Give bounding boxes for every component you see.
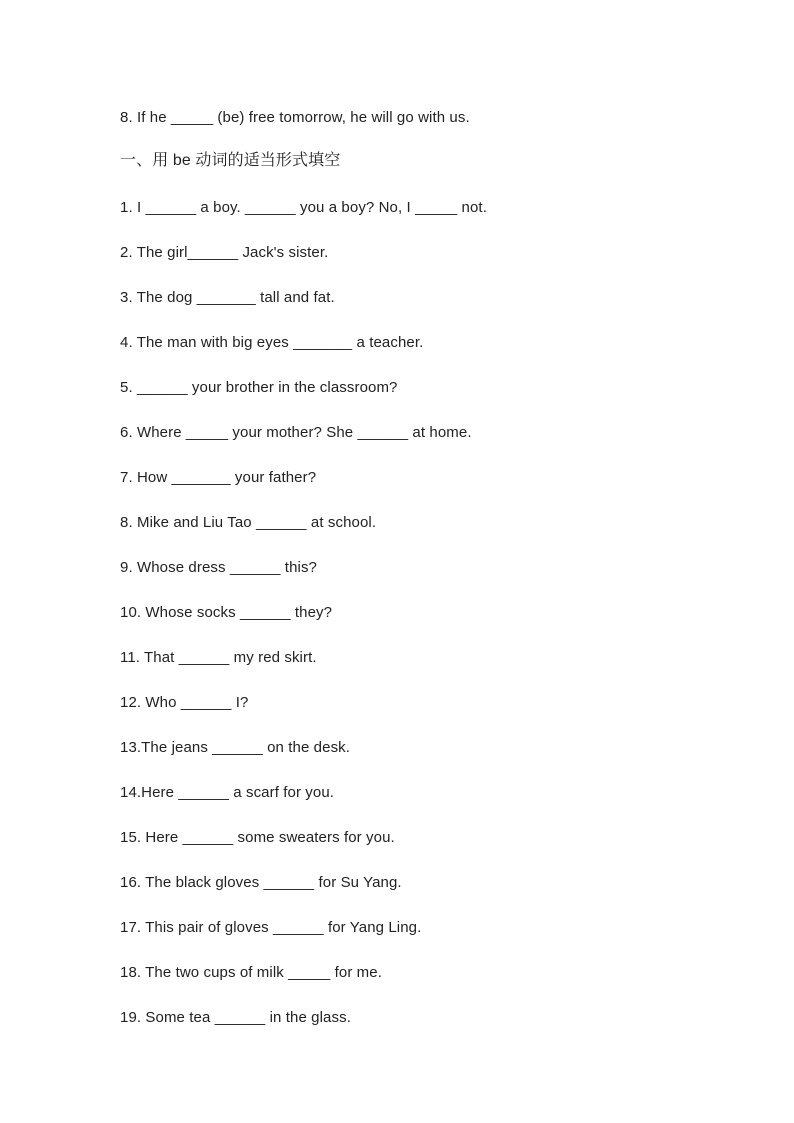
question-item: 13.The jeans ______ on the desk. — [120, 739, 351, 756]
question-item: 6. Where _____ your mother? She ______ at home. — [120, 424, 472, 441]
section-heading: 一、用 be 动词的适当形式填空 — [120, 152, 341, 169]
question-item: 19. Some tea ______ in the glass. — [120, 1009, 351, 1026]
question-item: 1. I ______ a boy. ______ you a boy? No, I _____ not. — [120, 199, 487, 216]
question-item: 5. ______ your brother in the classroom? — [120, 379, 398, 396]
question-item: 14.Here ______ a scarf for you. — [120, 784, 335, 801]
question-item: 2. The girl______ Jack's sister. — [120, 244, 329, 261]
question-item: 17. This pair of gloves ______ for Yang Ling. — [120, 919, 422, 936]
question-item: 18. The two cups of milk _____ for me. — [120, 964, 382, 981]
question-item: 10. Whose socks ______ they? — [120, 604, 333, 621]
carry-over-question: 8. If he _____ (be) free tomorrow, he will go with us. — [120, 109, 470, 126]
question-item: 11. That ______ my red skirt. — [120, 649, 317, 666]
question-item: 8. Mike and Liu Tao ______ at school. — [120, 514, 377, 531]
question-item: 15. Here ______ some sweaters for you. — [120, 829, 395, 846]
question-item: 12. Who ______ I? — [120, 694, 249, 711]
question-item: 9. Whose dress ______ this? — [120, 559, 317, 576]
question-item: 3. The dog _______ tall and fat. — [120, 289, 335, 306]
question-item: 4. The man with big eyes _______ a teacher. — [120, 334, 424, 351]
question-item: 16. The black gloves ______ for Su Yang. — [120, 874, 402, 891]
question-item: 7. How _______ your father? — [120, 469, 317, 486]
